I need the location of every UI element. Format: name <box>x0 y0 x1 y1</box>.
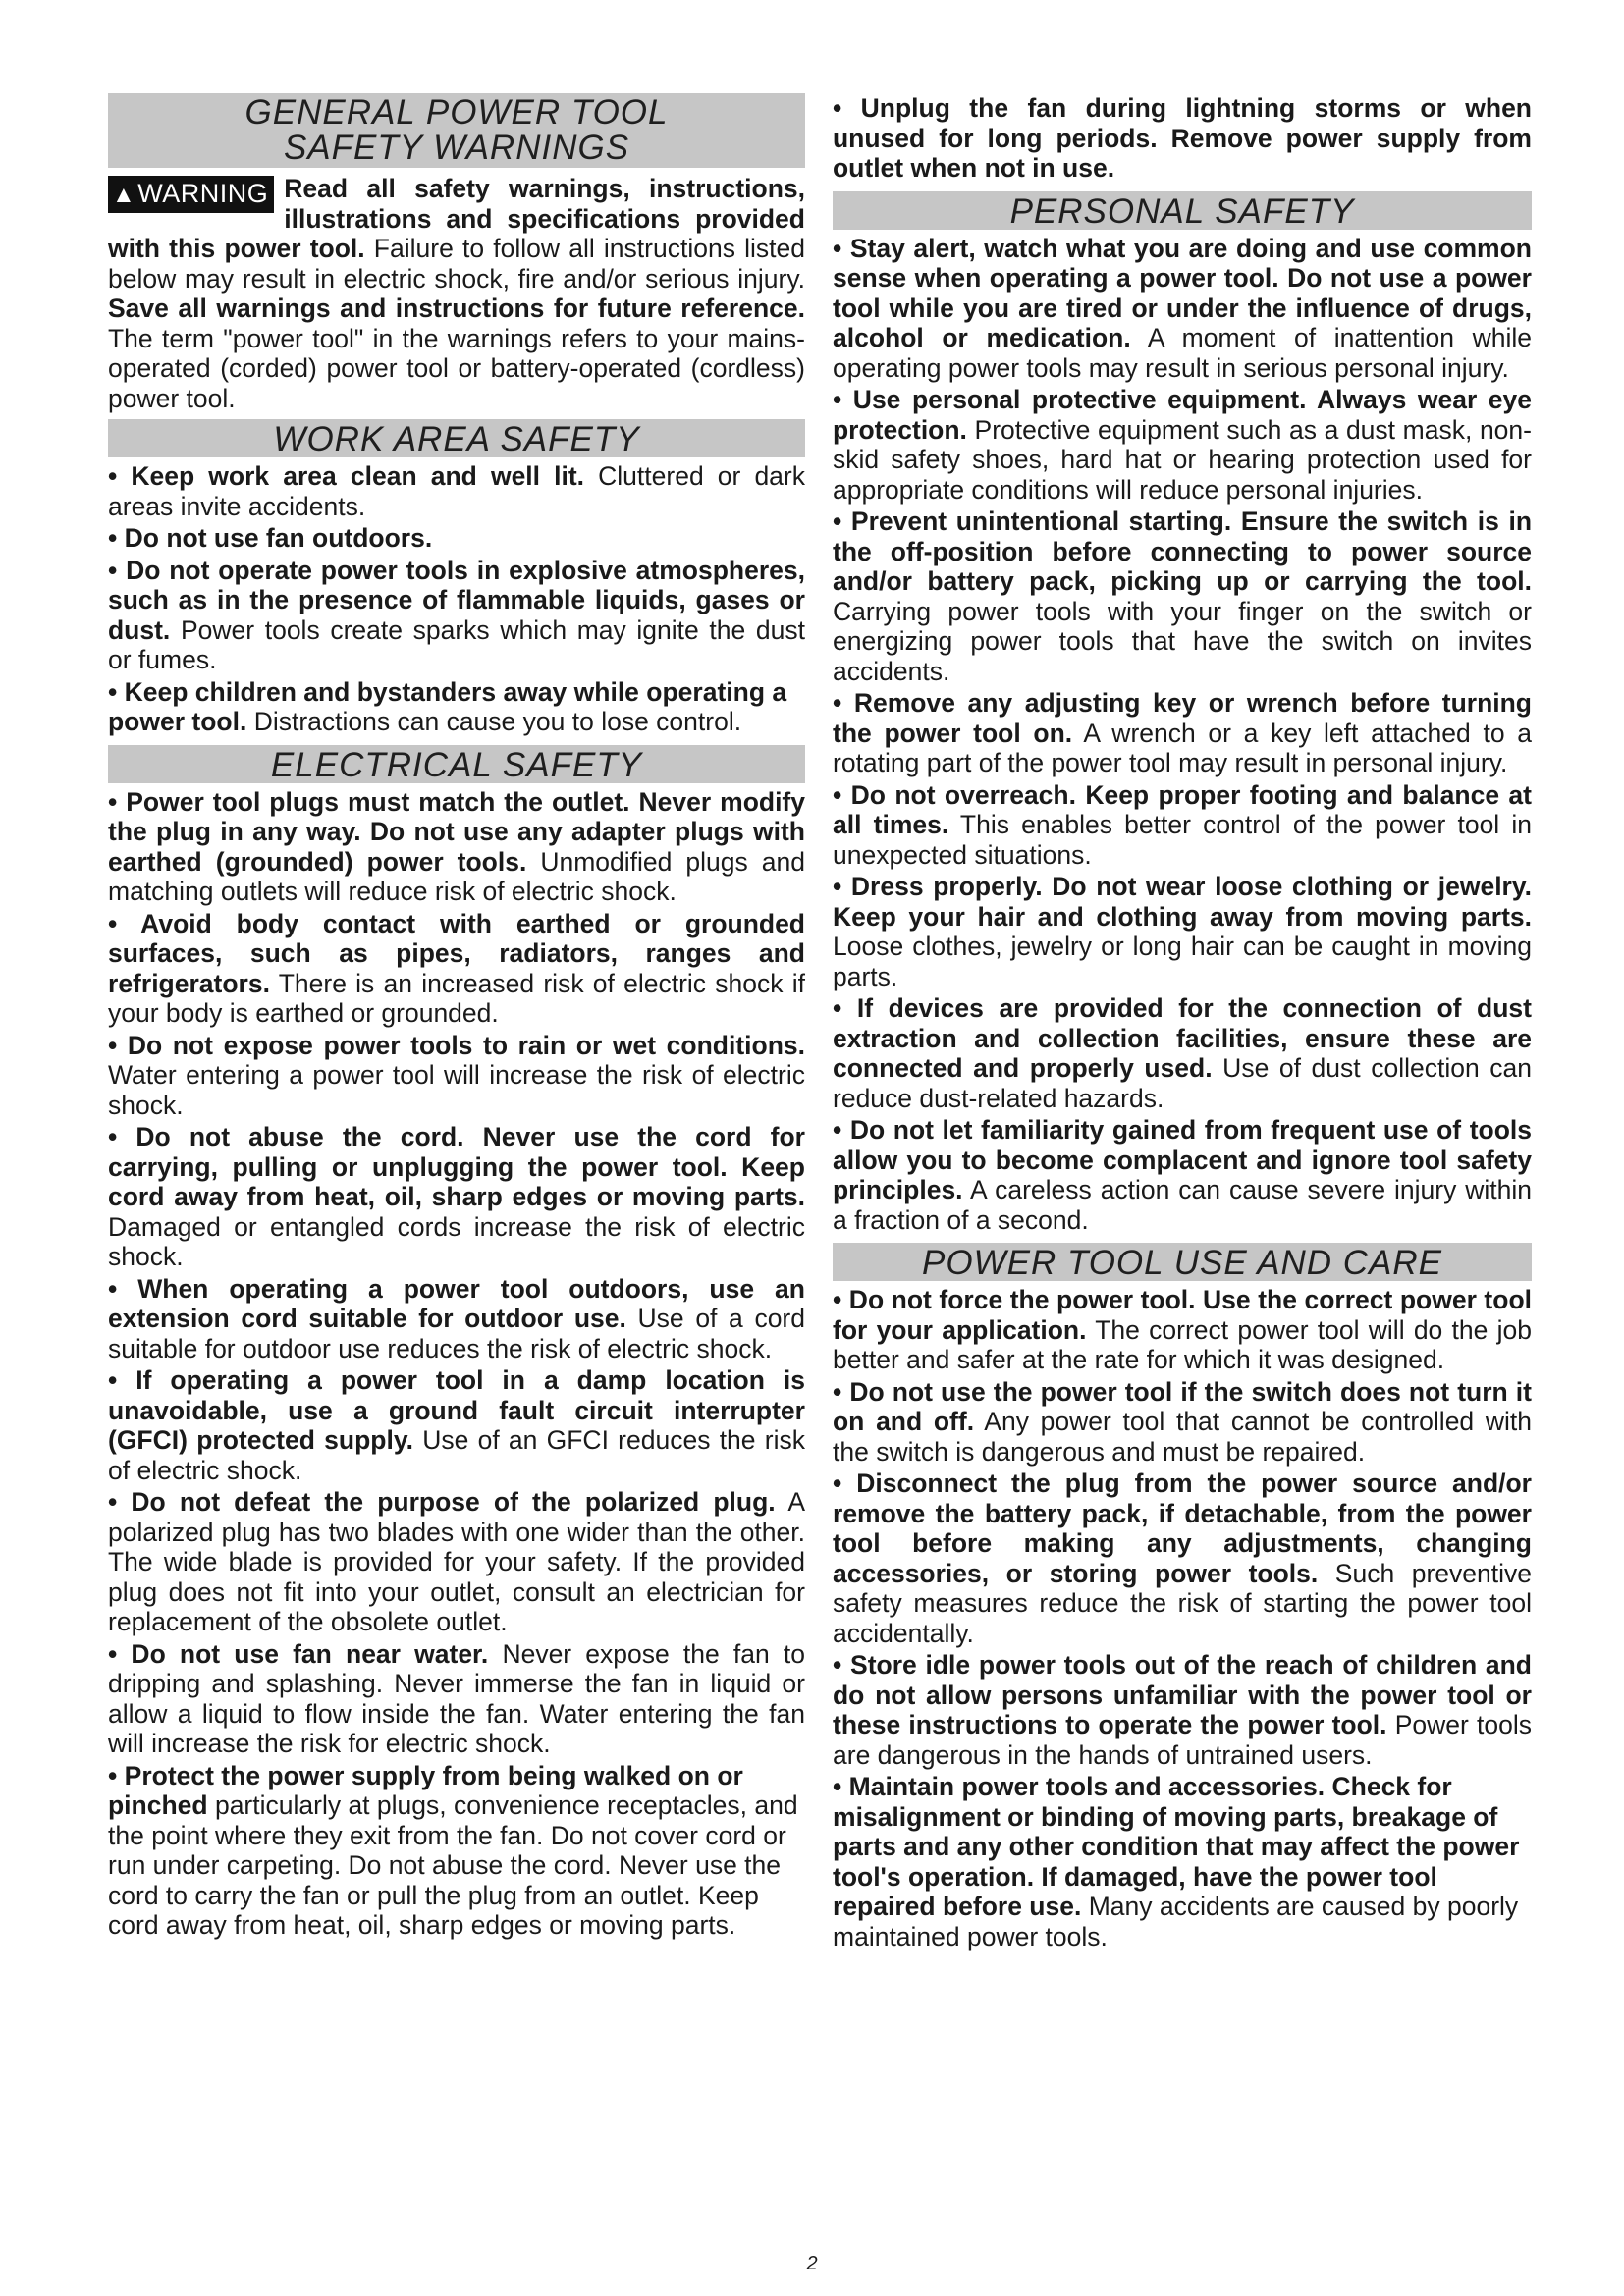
list-item <box>833 93 1532 184</box>
item-bold: • Unplug the fan during lightning storms or when unused for long periods. Remove power supply from outlet when not in use. <box>833 93 1532 183</box>
list-item <box>108 556 805 675</box>
list-item <box>108 1031 805 1121</box>
warning-label: WARNING <box>137 179 269 208</box>
list-item <box>108 1487 805 1637</box>
item-text: A wrench or a key left attached to a rotating part of the power tool may result in personal injury. <box>833 718 1532 777</box>
item-text: Many accidents are caused by poorly maintained power tools. <box>833 1892 1519 1951</box>
item-text: Use of dust collection can reduce dust-related hazards. <box>833 1053 1532 1113</box>
item-text: Damaged or entangled cords increase the risk of electric shock. <box>108 1211 805 1271</box>
personal-safety-list <box>833 234 1532 1236</box>
list-item <box>108 677 805 737</box>
item-bold: • Store idle power tools out of the reach of children and do not allow persons unfamiliar with the power tool or these instructions to operate the power tool. <box>833 1650 1532 1739</box>
item-text: This enables better control of the power tool in unexpected situations. <box>833 810 1532 870</box>
item-bold: • Do not expose power tools to rain or wet conditions. <box>108 1030 805 1060</box>
item-bold: • Do not overreach. Keep proper footing and balance at all times. <box>833 779 1532 839</box>
item-text: Distractions can cause you to lose control. <box>246 707 742 736</box>
list-item <box>108 1274 805 1364</box>
item-bold: • Do not force the power tool. Use the correct power tool for your application. <box>833 1285 1532 1345</box>
left-column <box>108 93 805 1943</box>
personal-safety-heading: PERSONAL SAFETY <box>833 191 1532 230</box>
list-item <box>833 872 1532 991</box>
electrical-heading: ELECTRICAL SAFETY <box>108 745 805 783</box>
item-bold: • Maintain power tools and accessories. Check for misalignment or binding of moving parts, breakage of parts and any other condition that may affect the power tool's operation. If damaged, have the power tool repaired before use. <box>833 1772 1520 1921</box>
item-bold: • Protect the power supply from being walked on or pinched <box>108 1760 743 1820</box>
electrical-list <box>108 787 805 1941</box>
list-item <box>108 461 805 521</box>
tool-use-heading: POWER TOOL USE AND CARE <box>833 1243 1532 1281</box>
list-item <box>833 993 1532 1113</box>
warning-triangle-icon: ▲ <box>112 182 136 208</box>
intro-bold: Read all safety warnings, instructions, illustrations and specifications provided with this power tool. <box>108 174 805 263</box>
general-heading-line2: SAFETY WARNINGS <box>283 129 630 167</box>
list-item <box>833 1377 1532 1468</box>
intro-text-2: The term "power tool" in the warnings refers to your mains-operated (corded) power tool or battery-operated (cordless) power tool. <box>108 323 805 413</box>
intro-bold-2: Save all warnings and instructions for future reference. <box>108 294 805 323</box>
item-bold: • Dress properly. Do not wear loose clothing or jewelry. Keep your hair and clothing away from moving parts. <box>833 872 1532 932</box>
item-text: Cluttered or dark areas invite accidents. <box>108 461 805 521</box>
work-area-heading: WORK AREA SAFETY <box>108 419 805 457</box>
item-text: Water entering a power tool will increase the risk of electric shock. <box>108 1060 805 1120</box>
list-item <box>833 507 1532 686</box>
item-text: A moment of inattention while operating power tools may result in serious personal injury. <box>833 323 1532 383</box>
intro-text: Failure to follow all instructions listed below may result in electric shock, fire and/or serious injury. <box>108 234 805 294</box>
list-item <box>833 1650 1532 1770</box>
item-text: Any power tool that cannot be controlled with the switch is dangerous and must be repaired. <box>833 1407 1532 1467</box>
page-number: 2 <box>806 2253 818 2274</box>
item-text: Unmodified plugs and matching outlets will reduce risk of electric shock. <box>108 846 805 906</box>
item-bold: • Do not defeat the purpose of the polarized plug. <box>108 1487 776 1517</box>
list-item <box>108 1761 805 1941</box>
item-bold: • Do not let familiarity gained from frequent use of tools allow you to become complacent and ignore tool safety principles. <box>833 1115 1532 1204</box>
item-bold: • Disconnect the plug from the power source and/or remove the battery pack, if detachable, from the power tool before making any adjustments, changing accessories, or storing power tools. <box>833 1468 1532 1588</box>
item-bold: • Stay alert, watch what you are doing and use common sense when operating a power tool. Do not use a power tool while you are tired or under the influence of drugs, alcohol or medication. <box>833 233 1532 352</box>
list-item <box>108 787 805 907</box>
list-item <box>108 1122 805 1272</box>
item-text: Power tools create sparks which may ignite the dust or fumes. <box>108 614 805 674</box>
item-text: Power tools are dangerous in the hands of untrained users. <box>833 1710 1532 1770</box>
list-item <box>108 523 805 554</box>
item-text: Loose clothes, jewelry or long hair can be caught in moving parts. <box>833 932 1532 991</box>
item-bold: • Use personal protective equipment. Always wear eye protection. <box>833 385 1532 445</box>
item-bold: • If devices are provided for the connection of dust extraction and collection facilities, ensure these are connected and properly used. <box>833 993 1532 1083</box>
item-bold: • Do not use fan near water. <box>108 1638 489 1669</box>
item-bold: • If operating a power tool in a damp location is unavoidable, use a ground fault circuit interrupter (GFCI) protected supply. <box>108 1365 805 1455</box>
item-bold: • Keep children and bystanders away while operating a power tool. <box>108 676 787 736</box>
list-item <box>833 234 1532 384</box>
list-item <box>833 1772 1532 1951</box>
list-item <box>833 688 1532 778</box>
item-bold: • Keep work area clean and well lit. <box>108 461 585 491</box>
item-text: Never expose the fan to dripping and splashing. Never immerse the fan in liquid or allow a liquid to flow inside the fan. Water entering the fan will increase the risk for electric shock. <box>108 1638 805 1758</box>
item-bold: • When operating a power tool outdoors, use an extension cord suitable for outdoor use. <box>108 1273 805 1333</box>
item-bold: • Avoid body contact with earthed or grounded surfaces, such as pipes, radiators, ranges and refrigerators. <box>108 908 805 998</box>
item-text: Use of an GFCI reduces the risk of electric shock. <box>108 1425 805 1485</box>
item-text: Use of a cord suitable for outdoor use reduces the risk of electric shock. <box>108 1304 805 1363</box>
item-bold: • Prevent unintentional starting. Ensure the switch is in the off-position before connecting to power source and/or battery pack, picking up or carrying the tool. <box>833 507 1532 596</box>
list-item <box>108 1639 805 1759</box>
item-bold: • Power tool plugs must match the outlet. Never modify the plug in any way. Do not use any adapter plugs with earthed (grounded) power tools. <box>108 786 805 877</box>
item-bold: • Do not use fan outdoors. <box>108 523 433 553</box>
list-item <box>833 1468 1532 1648</box>
item-bold: • Do not use the power tool if the switch does not turn it on and off. <box>833 1376 1532 1436</box>
list-item <box>108 1365 805 1485</box>
general-warnings-heading <box>108 93 805 168</box>
right-column <box>833 93 1532 1953</box>
list-item <box>833 1115 1532 1235</box>
list-item <box>108 909 805 1029</box>
item-text: particularly at plugs, convenience receptacles, and the point where they exit from the fan. Do not cover cord or run under carpeting. Do not abuse the cord. Never use the cord to carry the fan or pull the plug from an outlet. Keep cord away from heat, oil, sharp edges or moving parts. <box>108 1790 798 1940</box>
work-area-list <box>108 461 805 737</box>
item-bold: • Do not operate power tools in explosive atmospheres, such as in the presence of flammable liquids, gases or dust. <box>108 555 805 645</box>
tool-use-list <box>833 1285 1532 1951</box>
list-item <box>833 385 1532 505</box>
item-text: The correct power tool will do the job better and safer at the rate for which it was designed. <box>833 1314 1532 1374</box>
item-text: Such preventive safety measures reduce the risk of starting the power tool accidentally. <box>833 1558 1532 1648</box>
item-text: Carrying power tools with your finger on the switch or energizing power tools that have the switch on invites accidents. <box>833 596 1532 686</box>
list-item <box>833 1285 1532 1375</box>
item-text: A polarized plug has two blades with one wider than the other. The wide blade is provided for your safety. If the provided plug does not fit into your outlet, consult an electrician for replacement of the obsolete outlet. <box>108 1487 805 1636</box>
item-text: There is an increased risk of electric shock if your body is earthed or grounded. <box>108 968 805 1028</box>
item-bold: • Do not abuse the cord. Never use the cord for carrying, pulling or unplugging the power tool. Keep cord away from heat, oil, sharp edges or moving parts. <box>108 1122 805 1211</box>
item-text: Protective equipment such as a dust mask, non-skid safety shoes, hard hat or hearing protection used for appropriate conditions will reduce personal injuries. <box>833 414 1532 505</box>
item-text: A careless action can cause severe injury within a fraction of a second. <box>833 1175 1532 1235</box>
warning-badge <box>108 176 274 213</box>
list-item <box>833 780 1532 871</box>
general-heading-line1: GENERAL POWER TOOL <box>244 93 669 132</box>
general-intro <box>108 174 805 413</box>
item-bold: • Remove any adjusting key or wrench before turning the power tool on. <box>833 688 1532 748</box>
